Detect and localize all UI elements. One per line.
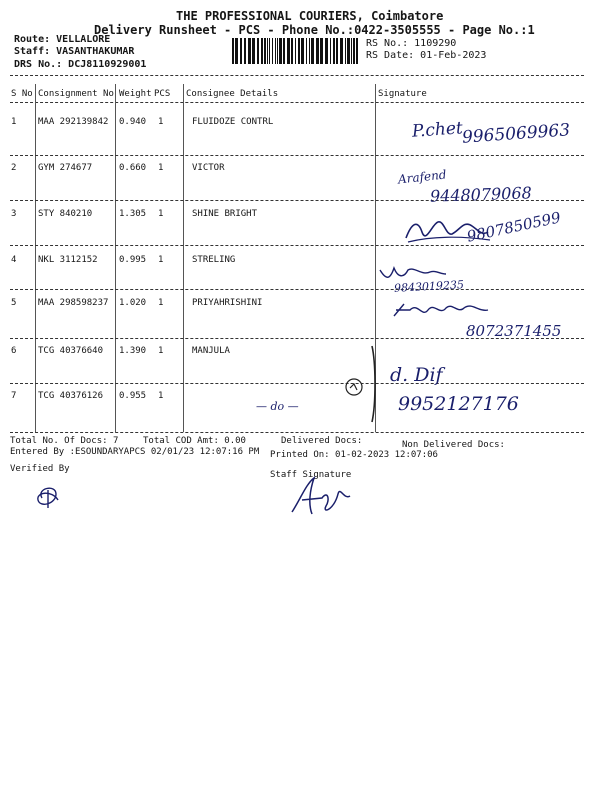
handwritten-phone-row1: 9965069963 [461, 120, 571, 148]
row-consignee: FLUIDOZE CONTRL [192, 117, 274, 127]
delivered-docs: Delivered Docs: [281, 436, 363, 446]
row-sno: 1 [11, 117, 17, 127]
verified-by-label: Verified By [10, 464, 70, 474]
col-header-consignment: Consignment No [38, 89, 114, 99]
handwritten-phone-row2: 9448079068 [429, 183, 533, 206]
rs-date: RS Date: 01-Feb-2023 [366, 50, 487, 61]
row-consignment: GYM 274677 [38, 163, 93, 173]
ditto-mark: — do — [256, 400, 299, 413]
col-header-signature: Signature [378, 89, 427, 99]
staff-signature [286, 470, 356, 520]
row-consignment: TCG 40376640 [38, 346, 104, 356]
row-sno: 4 [11, 255, 17, 265]
handwritten-name-row1: P.chet [411, 118, 464, 142]
row-sno: 3 [11, 209, 17, 219]
drs-number: DRS No.: DCJ8110929001 [14, 59, 147, 70]
row-pcs: 1 [158, 346, 164, 356]
signature-row5 [392, 298, 492, 324]
row-consignee: VICTOR [192, 163, 225, 173]
row-consignee: SHINE BRIGHT [192, 209, 258, 219]
runsheet-subtitle: Delivery Runsheet - PCS - Phone No.:0422-3505555 - Page No.:1 [94, 23, 535, 37]
row-divider [10, 383, 584, 384]
entered-by: Entered By :ESOUNDARYAPCS 02/01/23 12:07:16 PM [10, 447, 260, 457]
row-weight: 1.305 [119, 209, 147, 219]
row-divider [10, 245, 584, 246]
column-line [35, 84, 36, 432]
row-consignee: MANJULA [192, 346, 230, 356]
printed-on: Printed On: 01-02-2023 12:07:06 [270, 450, 438, 460]
row-consignment: MAA 292139842 [38, 117, 109, 127]
row-consignment: STY 840210 [38, 209, 93, 219]
col-header-weight: Weight [119, 89, 152, 99]
col-header-pcs: PCS [154, 89, 171, 99]
row-sno: 5 [11, 298, 17, 308]
row-pcs: 1 [158, 209, 164, 219]
row-weight: 0.660 [119, 163, 147, 173]
verified-signature [34, 482, 64, 512]
staff-label: Staff: VASANTHAKUMAR [14, 46, 135, 57]
row-sno: 7 [11, 391, 17, 401]
row-pcs: 1 [158, 163, 164, 173]
handwritten-phone-row3: 9807850599 [465, 208, 563, 246]
col-header-consignee: Consignee Details [186, 89, 279, 99]
column-line [115, 84, 116, 432]
row-divider [10, 155, 584, 156]
row-sno: 2 [11, 163, 17, 173]
handwritten-phone-row4: 9843019235 [393, 278, 465, 295]
non-delivered-docs: Non Delivered Docs: [402, 440, 505, 450]
handwritten-phone-row5: 8072371455 [466, 322, 562, 340]
row-consignment: MAA 298598237 [38, 298, 109, 308]
col-header-sno: S No [11, 89, 33, 99]
column-line [183, 84, 184, 432]
row-weight: 0.955 [119, 391, 147, 401]
rs-number: RS No.: 1109290 [366, 38, 457, 49]
row-weight: 0.940 [119, 117, 147, 127]
route-label: Route: VELLALORE [14, 34, 111, 45]
total-docs: Total No. Of Docs: 7 [10, 436, 119, 446]
row-divider [10, 289, 584, 290]
row-weight: 1.020 [119, 298, 147, 308]
row-pcs: 1 [158, 391, 164, 401]
handwritten-name-row7: d. Dif [390, 364, 443, 386]
barcode-image [232, 38, 360, 64]
row-pcs: 1 [158, 298, 164, 308]
company-title: THE PROFESSIONAL COURIERS, Coimbatore [176, 9, 444, 23]
row-consignment: TCG 40376126 [38, 391, 104, 401]
row-sno: 6 [11, 346, 17, 356]
row-pcs: 1 [158, 117, 164, 127]
divider [10, 75, 584, 76]
divider [10, 432, 584, 433]
staff-signature-label: Staff Signature [270, 470, 352, 480]
row-consignment: NKL 3112152 [38, 255, 98, 265]
row-consignee: STRELING [192, 255, 236, 265]
row-weight: 0.995 [119, 255, 147, 265]
circle-mark [344, 378, 364, 396]
divider [10, 102, 584, 103]
row-weight: 1.390 [119, 346, 147, 356]
total-cod: Total COD Amt: 0.00 [143, 436, 246, 446]
handwritten-phone-row7: 9952127176 [398, 393, 519, 415]
handwritten-name-row2: Arafend [397, 167, 448, 187]
row-pcs: 1 [158, 255, 164, 265]
row-consignee: PRIYAHRISHINI [192, 298, 263, 308]
